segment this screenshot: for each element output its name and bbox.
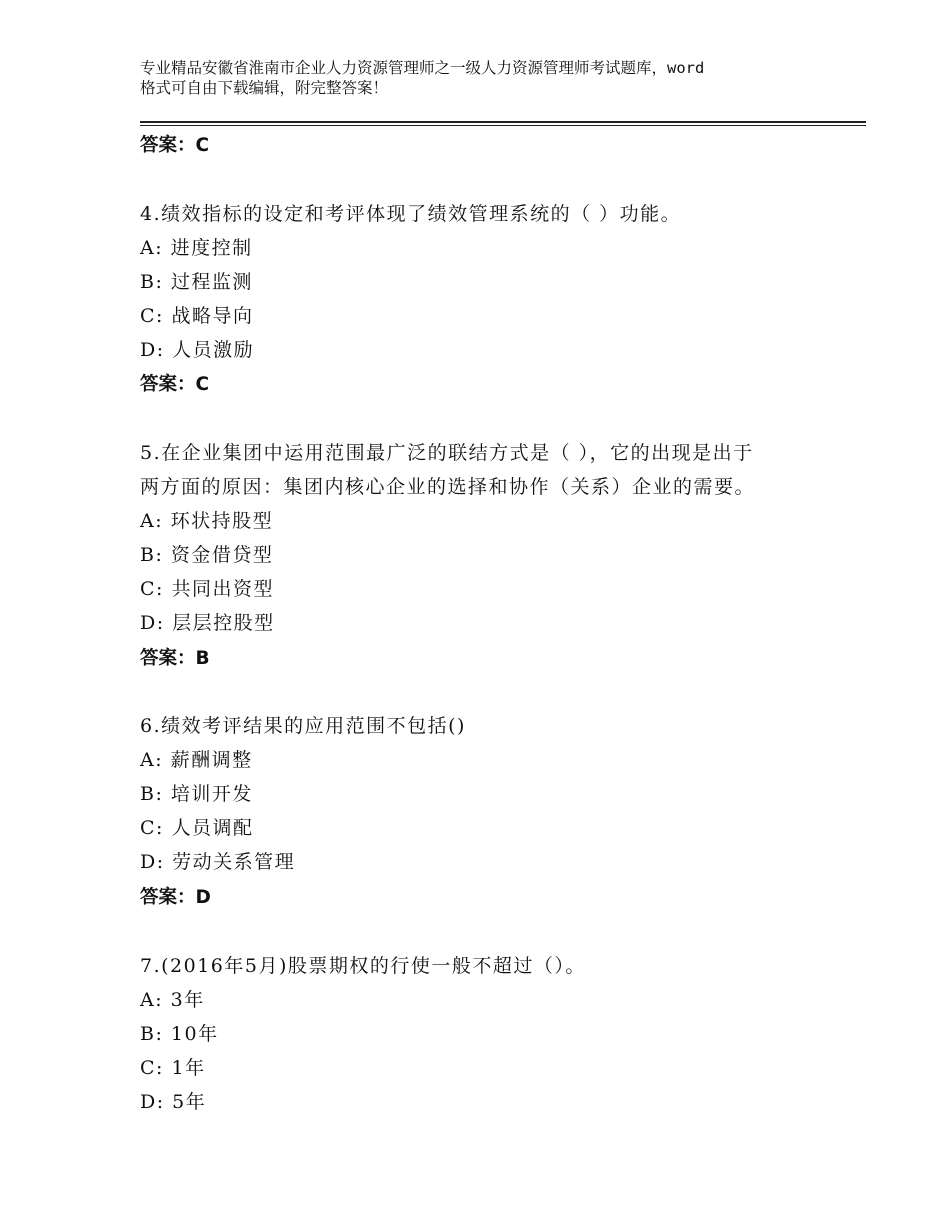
question-stem: 4.绩效指标的设定和考评体现了绩效管理系统的（ ）功能。 (140, 203, 682, 225)
question-stem: 6.绩效考评结果的应用范围不包括() (140, 715, 466, 737)
question-option: B: 10年 (140, 1023, 219, 1045)
question-option: D: 5年 (140, 1091, 207, 1113)
question-option: A: 环状持股型 (140, 510, 274, 532)
question-option: D: 人员激励 (140, 339, 255, 361)
question-stem: 两方面的原因：集团内核心企业的选择和协作（关系）企业的需要。 (140, 476, 756, 498)
question-option: C: 人员调配 (140, 817, 254, 839)
question-option: C: 1年 (140, 1057, 206, 1079)
answer-line (140, 370, 209, 396)
header-rule-thick (140, 121, 866, 123)
question-option: A: 进度控制 (140, 237, 253, 259)
question-option: C: 共同出资型 (140, 578, 274, 600)
answer-label: 答案： (140, 648, 196, 669)
question-stem: 5.在企业集团中运用范围最广泛的联结方式是（ ），它的出现是出于 (140, 442, 754, 464)
question-option: D: 劳动关系管理 (140, 851, 296, 873)
answer-line (140, 131, 209, 157)
answer-value: C (195, 374, 210, 395)
header-line-2: 格式可自由下载编辑，附完整答案！ (140, 79, 389, 97)
question-option: A: 3年 (140, 989, 205, 1011)
answer-value: D (195, 887, 211, 908)
question-option: B: 资金借贷型 (140, 544, 274, 566)
question-option: C: 战略导向 (140, 305, 254, 327)
question-option: D: 层层控股型 (140, 612, 275, 634)
question-option: A: 薪酬调整 (140, 749, 253, 771)
question-option: B: 过程监测 (140, 271, 253, 293)
answer-line (140, 883, 211, 909)
answer-line (140, 644, 210, 670)
answer-label: 答案： (140, 135, 196, 156)
header-line-1: 专业精品安徽省淮南市企业人力资源管理师之一级人力资源管理师考试题库，word (140, 59, 705, 77)
question-option: B: 培训开发 (140, 783, 253, 805)
header-rule-thin (140, 125, 866, 126)
answer-label: 答案： (140, 374, 196, 395)
answer-value: C (195, 135, 210, 156)
document-header (140, 58, 830, 98)
answer-value: B (195, 648, 210, 669)
answer-label: 答案： (140, 887, 196, 908)
question-stem: 7.(2016年5月)股票期权的行使一般不超过（）。 (140, 955, 586, 977)
